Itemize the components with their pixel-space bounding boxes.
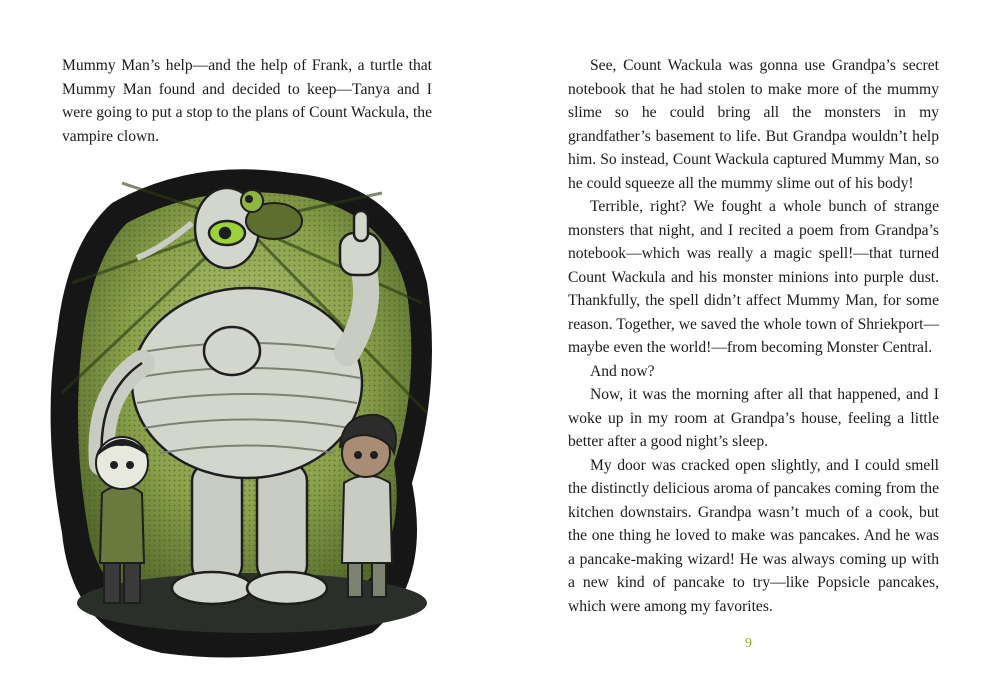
mummy-man-illustration [42, 163, 438, 663]
paragraph: See, Count Wackula was gonna use Grandpa’s secret notebook that he had stolen to make more of the mummy slime so he could bring all the monsters in my grandfather’s basement to life. But Grandpa wouldn’t help him. So instead, Count Wackula captured Mummy Man, so he could squeeze all the mummy slime out of his body! [568, 57, 939, 192]
page-number: 9 [745, 636, 752, 651]
left-page-text: Mummy Man’s help—and the help of Frank, a turtle that Mummy Man found and decided to keep—Tanya and I were going to put a stop to the plans of Count Wackula, the vampire clown. [62, 57, 432, 145]
right-page [500, 0, 1000, 682]
paragraph: And now? [590, 362, 655, 380]
paragraph: Terrible, right? We fought a whole bunch of strange monsters that night, and I recited a poem from Grandpa’s notebook—which was really a magic spell!—that turned Count Wackula and his monster minions into purple dust. Thankfully, the spell didn’t affect Mummy Man, for some reason. Together, we saved the whole town of Shriekport—maybe even the world!—from becoming Monster Central. [568, 198, 939, 356]
paragraph: Now, it was the morning after all that happened, and I woke up in my room at Grandpa’s house, feeling a little better after a good night’s sleep. [568, 386, 939, 450]
paragraph: My door was cracked open slightly, and I could smell the distinctly delicious aroma of pancakes coming from the kitchen downstairs. Grandpa wasn’t much of a cook, but the one thing he loved to make was pancakes. And he was a pancake-making wizard! He was always coming up with a new kind of pancake to try—like Popsicle pancakes, which were among my favorites. [568, 456, 939, 615]
right-page-text [568, 54, 939, 618]
